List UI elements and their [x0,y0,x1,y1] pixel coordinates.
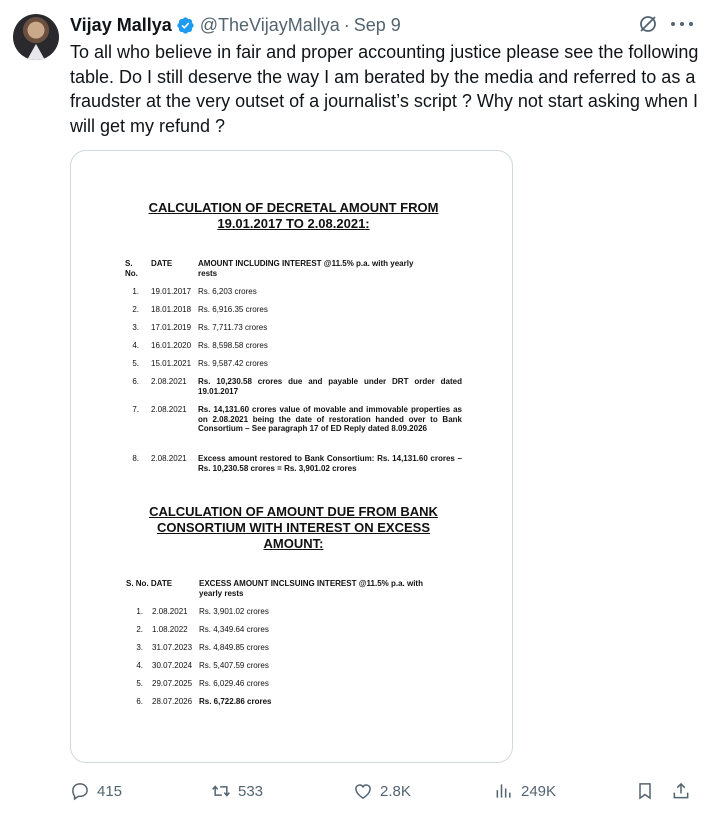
row-date: 2.08.2021 [152,607,188,616]
like-count: 2.8K [380,782,411,800]
row-amount: Rs. 4,849.85 crores [199,643,269,652]
document-page [71,151,512,762]
table2-title-line2: CONSORTIUM WITH INTEREST ON EXCESS [156,520,430,535]
bookmark-icon [635,781,655,801]
row-amount: Rs. 6,203 crores [198,287,257,296]
row-sno: 6. [136,697,143,706]
row-amount: Rs. 9,587.42 crores [198,359,268,368]
row-date: 2.08.2021 [151,454,187,463]
row-amount: Rs. 3,901.02 crores [199,607,269,616]
row-sno: 6. [132,377,139,386]
row-date: 28.07.2026 [152,697,193,706]
row-amount: Rs. 4,349.64 crores [199,625,269,634]
tweet-header [70,13,401,37]
verified-badge-icon [176,16,195,35]
table2-header-amount-1: EXCESS AMOUNT INCLSUING INTEREST @11.5% p.a. with [199,579,423,588]
row-amount: Rs. 10,230.58 crores due and payable under DRT order dated 19.01.2017 [198,377,462,396]
tweet-media-image[interactable] [70,150,513,763]
bookmark-button[interactable] [635,778,655,804]
row-sno: 3. [132,323,139,332]
row-sno: 5. [136,679,143,688]
table2-title-line3: AMOUNT: [263,536,324,551]
table1-header-amount-2: rests [198,269,218,278]
view-count: 249K [521,782,557,800]
row-sno: 2. [136,625,143,634]
table1-header-sno-2: No. [125,269,138,278]
reply-icon [70,781,90,801]
row-date: 17.01.2019 [151,323,192,332]
table1-header-sno-1: S. [125,259,133,268]
share-icon [671,781,691,801]
avatar[interactable] [13,14,59,60]
row-sno: 1. [136,607,143,616]
table2-header-amount-2: yearly rests [199,589,244,598]
table1-header-amount-1: AMOUNT INCLUDING INTEREST @11.5% p.a. with yearly [198,259,414,268]
row-date: 29.07.2025 [152,679,193,688]
views-icon [494,781,514,801]
row-date: 1.08.2022 [152,625,188,634]
table2-header-sno-date: S. No. DATE [126,579,173,588]
table2-title-line1: CALCULATION OF AMOUNT DUE FROM BANK [149,504,438,519]
like-icon [353,781,373,801]
row-date: 31.07.2023 [152,643,193,652]
repost-button[interactable] [211,778,263,804]
row-date: 30.07.2024 [152,661,193,670]
row-sno: 2. [132,305,139,314]
more-options-icon[interactable] [671,14,693,34]
like-button[interactable] [353,778,411,804]
row-amount: Rs. 14,131.60 crores value of movable and immovable properties as on 2.08.2021 being the date of restoration handed over to Bank Consortium – See paragraph 17 of ED Reply dated 8.09.2026 [198,405,462,433]
table1-title-line2: 19.01.2017 TO 2.08.2021: [217,216,370,231]
row-amount: Rs. 6,029.46 crores [199,679,269,688]
row-date: 2.08.2021 [151,405,187,414]
row-date: 18.01.2018 [151,305,192,314]
repost-icon [211,781,231,801]
tweet-text: To all who believe in fair and proper accounting justice please see the following table. Do I still deserve the way I am berated by the media and referred to as a fraudster at the very outset of a journalist’s script ? Why not start asking when I will get my refund ? [70,42,699,136]
share-button[interactable] [671,778,691,804]
row-sno: 5. [132,359,139,368]
row-sno: 4. [136,661,143,670]
tweet-actions-bar [70,778,700,804]
row-amount: Rs. 7,711.73 crores [198,323,268,332]
table1-title-line1: CALCULATION OF DECRETAL AMOUNT FROM [148,200,439,215]
row-sno: 3. [136,643,143,652]
row-sno: 7. [132,405,139,414]
table1-header-date: DATE [151,259,173,268]
row-sno: 8. [132,454,139,463]
row-sno: 4. [132,341,139,350]
author-handle[interactable]: @TheVijayMallya [199,14,340,35]
author-name[interactable]: Vijay Mallya [70,14,172,35]
row-amount: Excess amount restored to Bank Consortium: Rs. 14,131.60 crores – Rs. 10,230.58 crores = Rs. 3,901.02 crores [198,454,462,473]
grok-icon[interactable] [638,14,658,34]
repost-count: 533 [238,782,264,800]
reply-count: 415 [97,782,123,800]
reply-button[interactable] [70,778,122,804]
row-date: 15.01.2021 [151,359,192,368]
row-date: 2.08.2021 [151,377,187,386]
row-amount: Rs. 6,722.86 crores [199,697,272,706]
tweet-date[interactable]: Sep 9 [353,14,401,35]
views-button[interactable] [494,778,556,804]
row-sno: 1. [132,287,139,296]
row-amount: Rs. 8,598.58 crores [198,341,268,350]
row-date: 16.01.2020 [151,341,192,350]
header-separator: · [343,14,350,35]
row-amount: Rs. 6,916.35 crores [198,305,268,314]
row-amount: Rs. 5,407.59 crores [199,661,269,670]
row-date: 19.01.2017 [151,287,192,296]
